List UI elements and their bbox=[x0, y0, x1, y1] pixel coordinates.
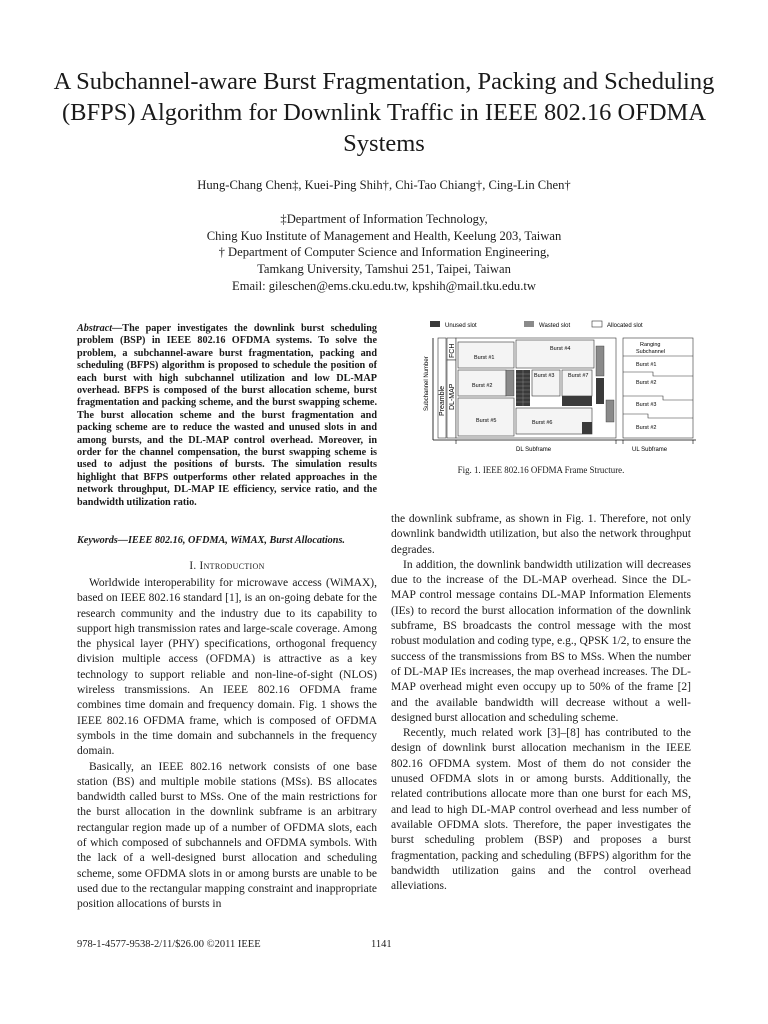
affiliation-line: Tamkang University, Tamshui 251, Taipei, Taiwan bbox=[257, 262, 511, 277]
abstract-text: The paper investigates the downlink burst scheduling problem (BSP) in IEEE 802.16 OFDMA systems. To solve the problem, a subchannel-aware burst fragmentation, packing and scheduling (BFPS) algorithm is proposed to schedule the position of each burst with high subchannel utilization and low DL-MAP overhead. BFPS is composed of the burst allocation scheme, burst fragmentation and packing scheme, and the burst swapping scheme. The burst allocation scheme and the burst fragmentation and packing scheme are to reduce the wasted and unused slots in and among bursts, and the DL-MAP control overhead. Moreover, in order for the channel compensation, the burst swapping scheme is used to adjust the positions of bursts. The simulation results highlight that BFPS outperforms other related approaches in the network throughput, DL-MAP IE efficiency, service ratio, and the bandwidth utilization ratio. bbox=[77, 323, 377, 508]
affiliations bbox=[40, 211, 728, 295]
burst-3-label: Burst #3 bbox=[534, 373, 555, 379]
fch-label: FCH bbox=[449, 343, 456, 358]
subchannel-label: Subchannel bbox=[636, 349, 666, 355]
section-heading: I. Introduction bbox=[189, 560, 265, 572]
ul-burst-4-label: Burst #2 bbox=[636, 425, 657, 431]
author-list: Hung-Chang Chen‡, Kuei-Ping Shih†, Chi-Tao Chiang†, Cing-Lin Chen† bbox=[197, 178, 571, 192]
paragraph: Basically, an IEEE 802.16 network consists of one base station (BS) and multiple mobile stations (MSs). BS allocates bandwidth called burst to MSs. One of the main restrictions for the burst allocation in the downlink subframe is an arbitrary rectangular region made up of a number of OFDMA slots, each of which composed of subchannels and OFDMA symbols. With the lack of a well-designed burst allocation and scheduling scheme, some OFDMA slots in or among bursts are unable to be used due to the rectangular mapping constraint and inappropriate position allocations of bursts in bbox=[77, 760, 377, 911]
burst-1-label: Burst #1 bbox=[474, 355, 495, 361]
paragraph: In addition, the downlink bandwidth utilization will decreases due to the increase of the DL-MAP overhead. Since the DL-MAP control message contains DL-MAP Information Elements (IEs) to record the burst allocation information of the downlink subframe, BS broadcasts the control message with the most robust modulation and coding type, e.g., QPSK 1/2, to ensure the success of the transmissions from BS to MSs. When the number of DL-MAP IEs increases, the map overhead increases. The DL-MAP overhead might even occupy up to 50% of the frame [2] and the available bandwidth will decrease without a well-designed burst allocation and scheduling scheme. bbox=[391, 558, 691, 724]
wasted-slots bbox=[506, 370, 514, 396]
paragraph: Worldwide interoperability for microwave access (WiMAX), based on IEEE 802.16 standard [1], is an on-going debate for the research community and the industry due to its capability to support high transmission rates and large-scale coverage. Among the physical layer (PHY) specifications, orthogonal frequency division multiple access (OFDMA) is attractive as a key technology to support reliable and non-line-of-sight (NLOS) wireless transmissions. An IEEE 802.16 OFDMA frame combines time domain and frequency domain. Fig. 1 shows the IEEE 802.16 OFDMA frame, which is composed of OFDMA symbols in the time domain and subchannels in the frequency domain. bbox=[77, 577, 377, 758]
legend-allocated-swatch bbox=[592, 321, 602, 327]
paragraph: the downlink subframe, as shown in Fig. 1. Therefore, not only downlink bandwidth utilization, but also the network throughput degrades. bbox=[391, 513, 691, 556]
copyright-footer: 978-1-4577-9538-2/11/$26.00 ©2011 IEEE bbox=[77, 939, 261, 950]
frame-structure-figure bbox=[418, 316, 700, 456]
ul-subframe-label: UL Subframe bbox=[632, 447, 668, 453]
burst-4-label: Burst #4 bbox=[550, 346, 571, 352]
keywords: Keywords—IEEE 802.16, OFDMA, WiMAX, Burst Allocations. bbox=[77, 535, 345, 546]
figure-caption: Fig. 1. IEEE 802.16 OFDMA Frame Structure. bbox=[457, 465, 625, 475]
affiliation-line: ‡Department of Information Technology, bbox=[280, 212, 488, 226]
ranging-label: Ranging bbox=[640, 342, 661, 348]
unused-slots bbox=[562, 396, 592, 406]
burst-5-label: Burst #5 bbox=[476, 418, 497, 424]
legend-wasted-swatch bbox=[524, 321, 534, 327]
legend-unused-swatch bbox=[430, 321, 440, 327]
wasted-slots bbox=[606, 400, 614, 422]
burst-6 bbox=[516, 408, 592, 434]
abstract bbox=[77, 323, 377, 509]
email-line: Email: gileschen@ems.cku.edu.tw, kpshih@mail.tku.edu.tw bbox=[232, 278, 536, 293]
burst-6-label: Burst #6 bbox=[532, 420, 553, 426]
ul-burst-2-label: Burst #2 bbox=[636, 380, 657, 386]
legend-wasted-label: Wasted slot bbox=[539, 323, 571, 329]
preamble-label: Preamble bbox=[439, 386, 446, 416]
paragraph: Recently, much related work [3]–[8] has contributed to the design of downlink burst allocation mechanism in the IEEE 802.16 OFDMA system. Most of them do not consider the unused OFDMA slots in or among bursts. Additionally, the related contributions allocate more than one burst for each MS, and lead to high DL-MAP control overhead and less number of available OFDMA slots. Therefore, the paper investigates the burst scheduling problem (BSP) and proposes a burst fragmentation, packing and scheduling (BFPS) algorithm for the bandwidth utilization gains and the control overhead alleviations. bbox=[391, 727, 691, 893]
page-number: 1141 bbox=[371, 939, 392, 950]
burst-5 bbox=[458, 398, 514, 436]
abstract-label: Abstract— bbox=[77, 323, 123, 334]
affiliation-line: Ching Kuo Institute of Management and Health, Keelung 203, Taiwan bbox=[206, 228, 562, 243]
unused-slots bbox=[582, 422, 592, 434]
dl-subframe-label: DL Subframe bbox=[516, 447, 552, 453]
right-column-body bbox=[391, 512, 691, 894]
dlmap-label: DL-MAP bbox=[449, 383, 456, 410]
unused-slots bbox=[596, 378, 604, 404]
burst-7-label: Burst #7 bbox=[568, 373, 589, 379]
ul-burst-1-label: Burst #1 bbox=[636, 362, 657, 368]
legend-allocated-label: Allocated slot bbox=[607, 323, 643, 329]
paper-title: A Subchannel-aware Burst Fragmentation, Packing and Scheduling (BFPS) Algorithm for Downlink Traffic in IEEE 802.16 OFDMA Systems bbox=[53, 68, 715, 157]
affiliation-line: † Department of Computer Science and Information Engineering, bbox=[218, 245, 550, 260]
ul-burst-3-label: Burst #3 bbox=[636, 402, 657, 408]
wasted-slots bbox=[596, 346, 604, 376]
burst-4 bbox=[516, 340, 594, 368]
burst-2-label: Burst #2 bbox=[472, 383, 493, 389]
left-column-body bbox=[77, 576, 377, 913]
y-axis-label: Subchannel Number bbox=[424, 356, 430, 411]
legend-unused-label: Unused slot bbox=[445, 323, 477, 329]
